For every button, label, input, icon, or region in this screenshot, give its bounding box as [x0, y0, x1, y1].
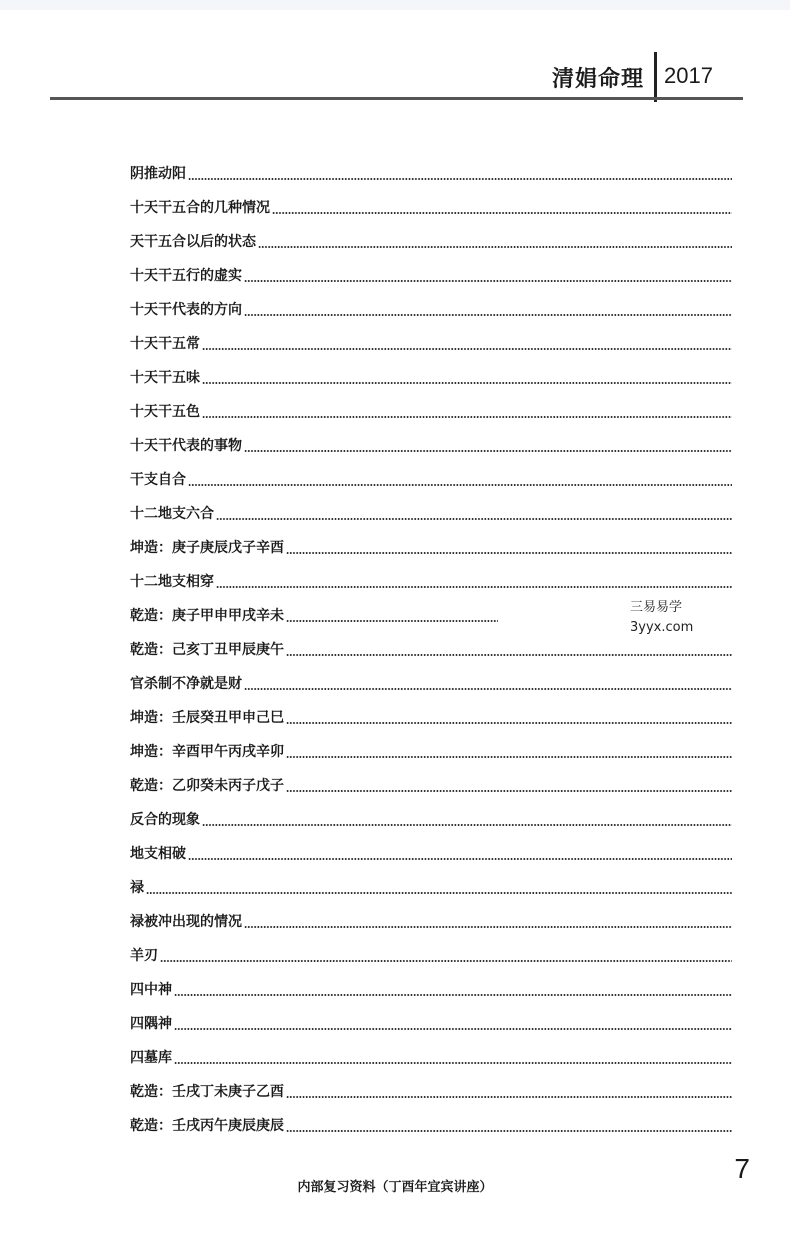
- toc-entry[interactable]: [130, 495, 732, 529]
- header-year: 2017: [664, 63, 713, 88]
- toc-entry[interactable]: [130, 801, 732, 835]
- toc-entry[interactable]: [130, 937, 732, 971]
- dot-leader: [244, 926, 732, 928]
- toc-entry[interactable]: [130, 1039, 732, 1073]
- dot-leader: [286, 722, 732, 724]
- toc-entry[interactable]: [130, 393, 732, 427]
- table-of-contents: [130, 155, 732, 1141]
- toc-entry[interactable]: [130, 359, 732, 393]
- toc-entry-label: 反合的现象: [130, 812, 200, 828]
- header-divider: [654, 52, 657, 102]
- dot-leader: [174, 994, 732, 996]
- toc-entry-label: 十天干五行的虚实: [130, 268, 242, 284]
- toc-entry-label: 乾造：庚子甲申甲戌辛未: [130, 608, 284, 624]
- toc-entry-label: 四隅神: [130, 1016, 172, 1032]
- dot-leader: [286, 790, 732, 792]
- toc-entry[interactable]: [130, 155, 732, 189]
- toc-entry[interactable]: [130, 529, 732, 563]
- toc-entry[interactable]: [130, 189, 732, 223]
- dot-leader: [216, 518, 732, 520]
- toc-entry[interactable]: [130, 563, 732, 597]
- toc-entry-label: 羊刃: [130, 948, 158, 964]
- toc-entry-label: 十天干五常: [130, 336, 200, 352]
- watermark: [630, 598, 710, 638]
- dot-leader: [286, 552, 732, 554]
- dot-leader: [188, 484, 732, 486]
- dot-leader: [272, 212, 732, 214]
- page-number: 7: [734, 1153, 750, 1184]
- dot-leader: [202, 824, 732, 826]
- toc-entry-label: 干支自合: [130, 472, 186, 488]
- toc-entry-label: 坤造：庚子庚辰戊子辛酉: [130, 540, 284, 556]
- toc-entry-label: 十天干代表的方向: [130, 302, 242, 318]
- dot-leader: [286, 620, 498, 622]
- footer-text: 内部复习资料（丁酉年宜宾讲座）: [297, 1180, 493, 1195]
- dot-leader: [244, 688, 732, 690]
- toc-entry[interactable]: [130, 835, 732, 869]
- toc-entry-label: 乾造：壬戌丙午庚辰庚辰: [130, 1118, 284, 1134]
- watermark-line-1: 三易易学: [630, 600, 683, 615]
- toc-entry[interactable]: [130, 291, 732, 325]
- toc-entry[interactable]: [130, 665, 732, 699]
- toc-entry[interactable]: [130, 325, 732, 359]
- dot-leader: [286, 1096, 732, 1098]
- toc-entry-label: 坤造：辛酉甲午丙戌辛卯: [130, 744, 284, 760]
- toc-entry-label: 十天干代表的事物: [130, 438, 242, 454]
- dot-leader: [244, 450, 732, 452]
- toc-entry-label: 十二地支六合: [130, 506, 214, 522]
- toc-entry[interactable]: [130, 257, 732, 291]
- toc-entry-label: 十二地支相穿: [130, 574, 214, 590]
- dot-leader: [146, 892, 732, 894]
- watermark-line-2: 3yyx.com: [630, 620, 694, 635]
- toc-entry-label: 乾造：乙卯癸未丙子戊子: [130, 778, 284, 794]
- toc-entry[interactable]: [130, 971, 732, 1005]
- toc-entry-label: 官杀制不净就是财: [130, 676, 242, 692]
- toc-entry[interactable]: [130, 1005, 732, 1039]
- dot-leader: [202, 382, 732, 384]
- toc-entry-label: 乾造：壬戌丁未庚子乙酉: [130, 1084, 284, 1100]
- toc-entry-label: 坤造：壬辰癸丑甲申己巳: [130, 710, 284, 726]
- dot-leader: [258, 246, 732, 248]
- toc-entry-label: 禄: [130, 880, 144, 896]
- dot-leader: [244, 280, 732, 282]
- dot-leader: [174, 1062, 732, 1064]
- toc-entry-label: 十天干五合的几种情况: [130, 200, 270, 216]
- document-page: [0, 10, 790, 1237]
- dot-leader: [174, 1028, 732, 1030]
- toc-entry-label: 四中神: [130, 982, 172, 998]
- toc-entry[interactable]: [130, 869, 732, 903]
- toc-entry[interactable]: [130, 223, 732, 257]
- toc-entry-label: 四墓库: [130, 1050, 172, 1066]
- dot-leader: [216, 586, 732, 588]
- header-rule: [50, 97, 743, 100]
- toc-entry[interactable]: [130, 699, 732, 733]
- toc-entry[interactable]: [130, 767, 732, 801]
- toc-entry[interactable]: [130, 903, 732, 937]
- toc-entry-label: 禄被冲出现的情况: [130, 914, 242, 930]
- toc-entry[interactable]: [130, 1073, 732, 1107]
- toc-entry-label: 阴推动阳: [130, 166, 186, 182]
- dot-leader: [160, 960, 732, 962]
- dot-leader: [188, 178, 732, 180]
- toc-entry[interactable]: [130, 1107, 732, 1141]
- dot-leader: [202, 416, 732, 418]
- toc-entry-label: 天干五合以后的状态: [130, 234, 256, 250]
- dot-leader: [244, 314, 732, 316]
- toc-entry[interactable]: [130, 461, 732, 495]
- dot-leader: [286, 654, 732, 656]
- dot-leader: [286, 756, 732, 758]
- dot-leader: [202, 348, 732, 350]
- toc-entry-label: 十天干五色: [130, 404, 200, 420]
- dot-leader: [188, 858, 732, 860]
- toc-entry-label: 乾造：己亥丁丑甲辰庚午: [130, 642, 284, 658]
- toc-entry[interactable]: [130, 427, 732, 461]
- toc-entry[interactable]: [130, 733, 732, 767]
- dot-leader: [286, 1130, 732, 1132]
- toc-entry-label: 十天干五味: [130, 370, 200, 386]
- header-title: 清娟命理: [551, 67, 644, 92]
- toc-entry-label: 地支相破: [130, 846, 186, 862]
